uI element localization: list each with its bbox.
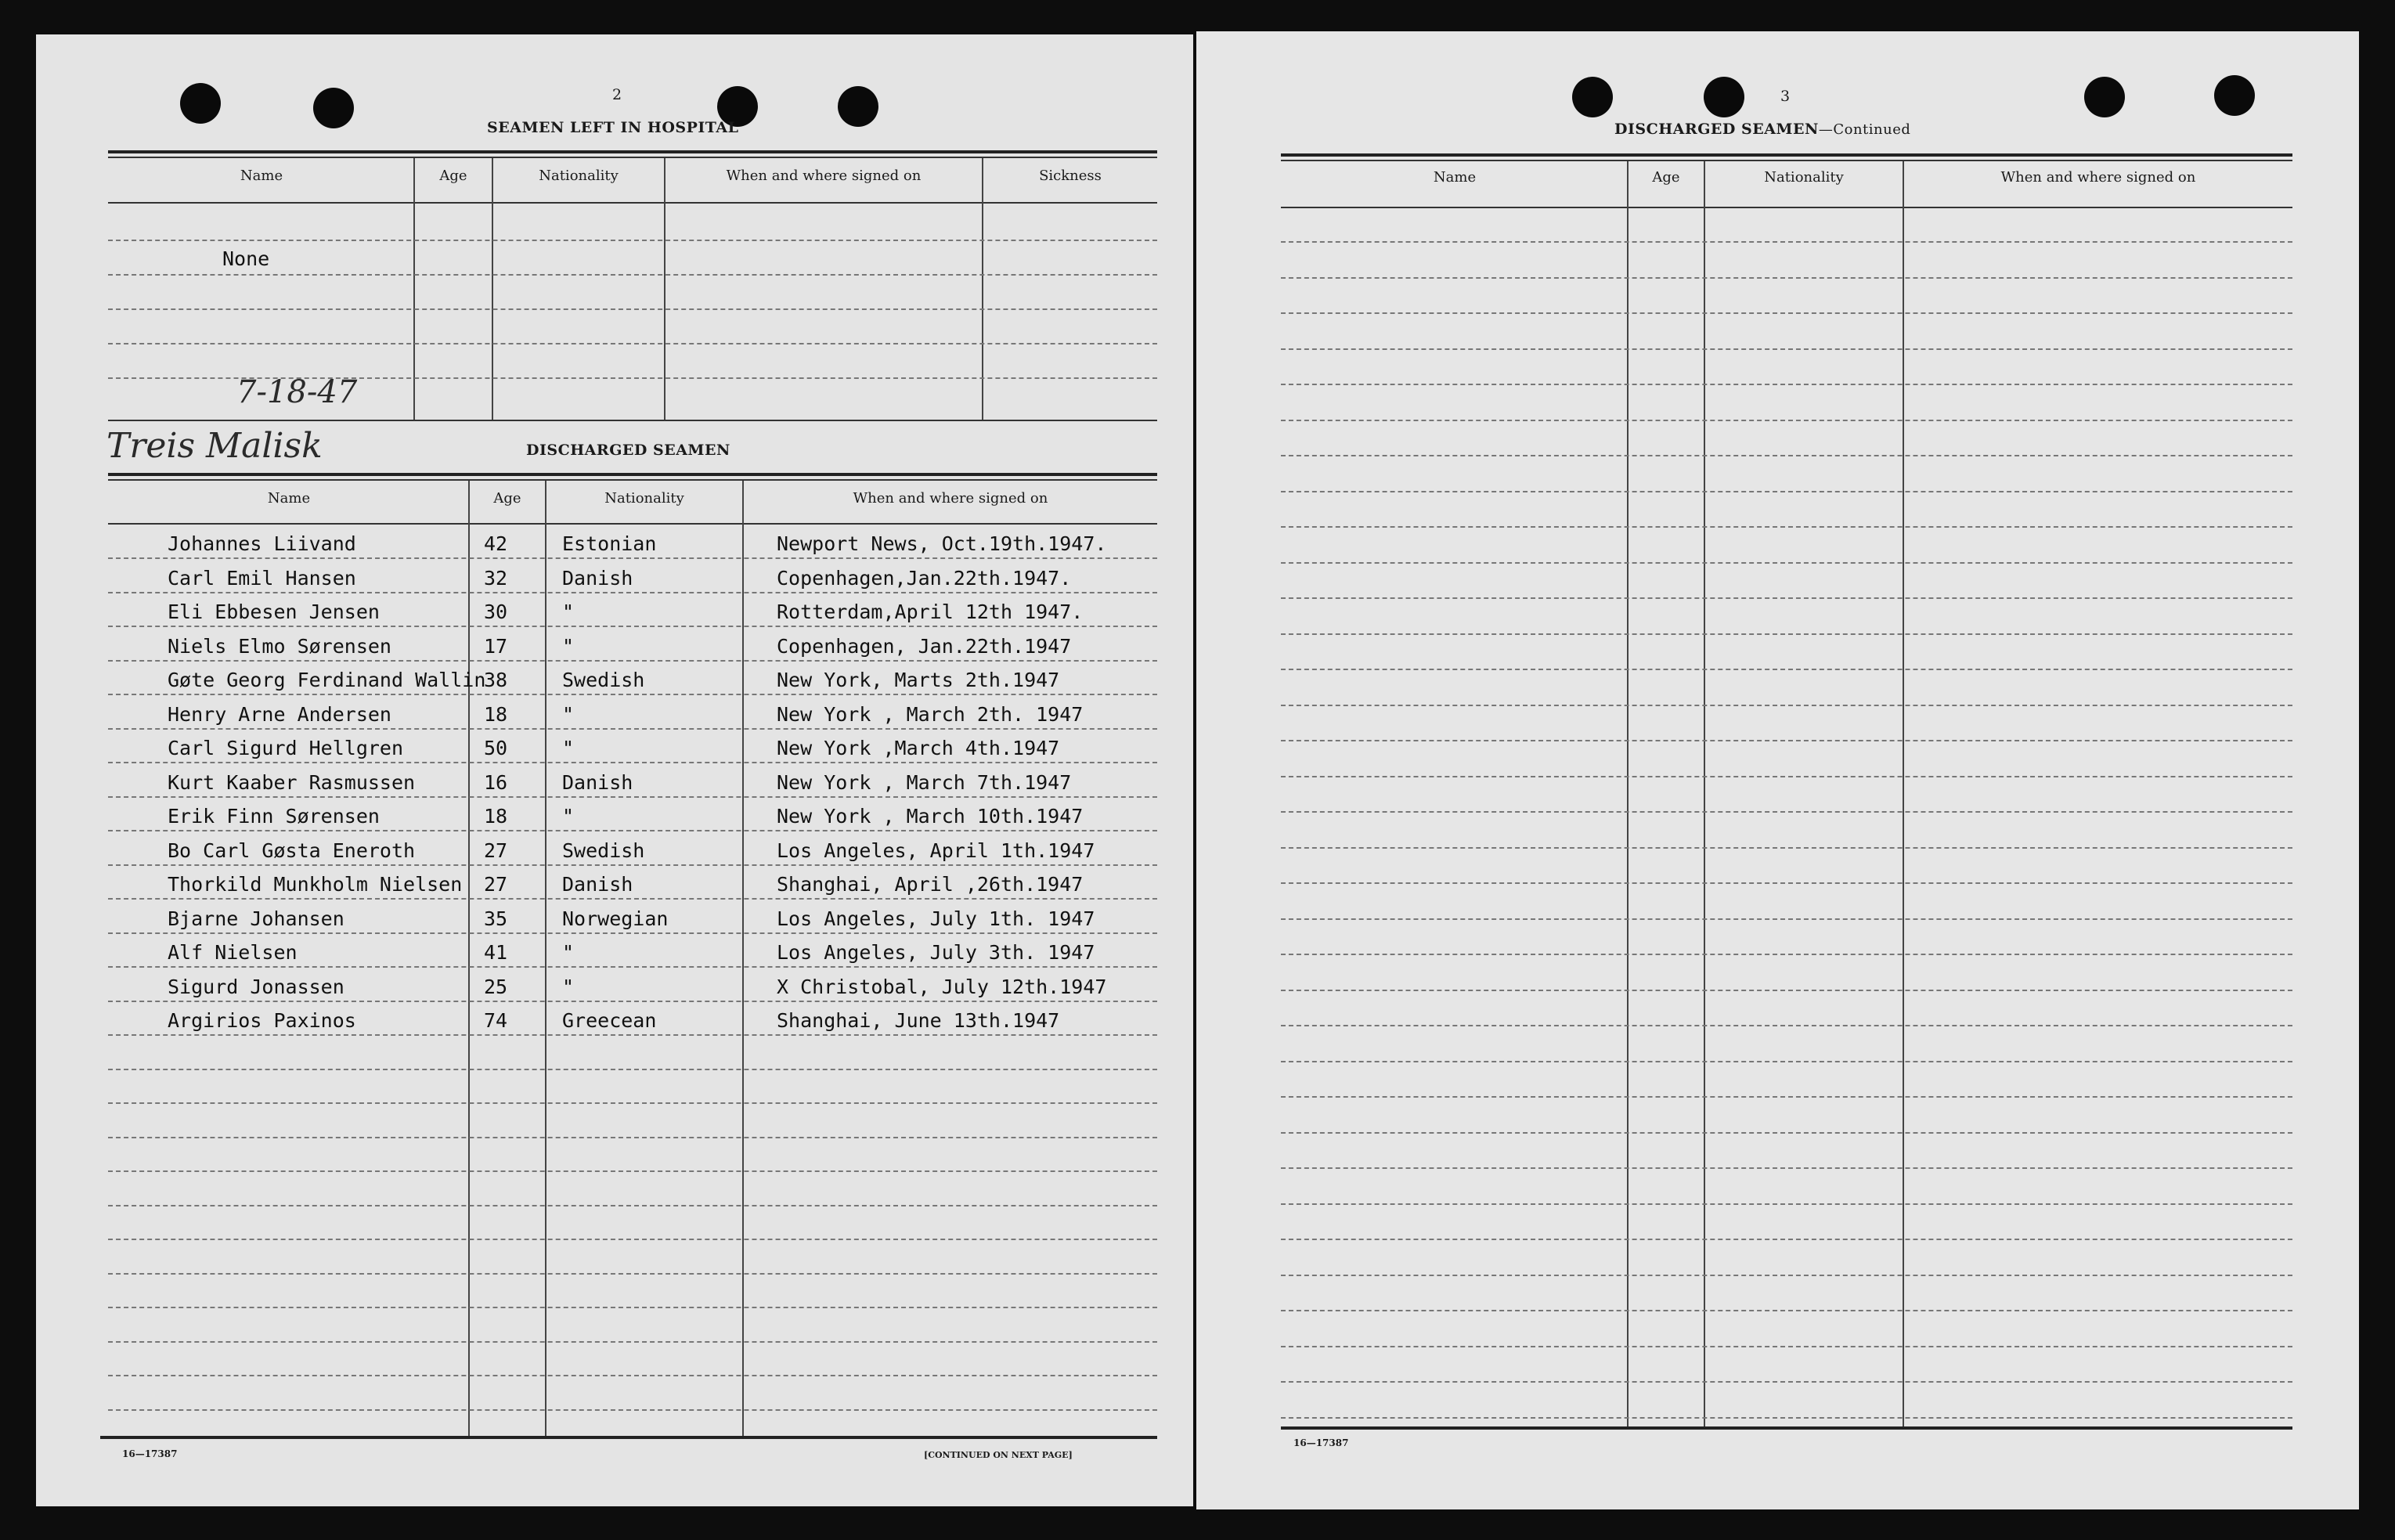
row-rule	[108, 694, 1157, 695]
hospital-title: SEAMEN LEFT IN HOSPITAL	[487, 119, 739, 136]
row-rule	[108, 1137, 1157, 1138]
seaman-signed-on: Los Angeles, July 3th. 1947	[777, 941, 1095, 964]
punch-hole	[2084, 77, 2125, 117]
row-rule	[1281, 1346, 2292, 1347]
row-rule	[108, 1307, 1157, 1308]
row-rule	[1281, 1096, 2292, 1098]
row-rule	[1281, 1167, 2292, 1169]
row-rule	[1281, 1275, 2292, 1276]
row-rule	[1281, 669, 2292, 670]
seaman-name: Carl Emil Hansen	[168, 566, 356, 590]
col-header-signed-on: When and where signed on	[2000, 169, 2196, 186]
row-rule	[1281, 526, 2292, 528]
col-header-name: Name	[1433, 169, 1477, 186]
seaman-name: Bjarne Johansen	[168, 907, 344, 930]
seaman-signed-on: New York , March 10th.1947	[777, 805, 1084, 828]
seaman-nationality: Danish	[562, 566, 633, 590]
seaman-nationality: Swedish	[562, 839, 645, 862]
row-rule	[1281, 918, 2292, 920]
seaman-name: Carl Sigurd Hellgren	[168, 737, 404, 759]
seaman-age: 27	[484, 839, 508, 862]
seaman-name: Bo Carl Gøsta Eneroth	[168, 839, 416, 862]
row-rule	[108, 1239, 1157, 1240]
row-rule	[108, 830, 1157, 831]
row-rule	[108, 1069, 1157, 1070]
row-rule	[1281, 1417, 2292, 1419]
seaman-name: Erik Finn Sørensen	[168, 805, 380, 828]
row-rule	[108, 557, 1157, 559]
row-rule	[1281, 1381, 2292, 1383]
title-main: DISCHARGED SEAMEN	[1614, 121, 1819, 138]
seaman-name: Henry Arne Andersen	[168, 702, 391, 726]
page-number: 3	[1780, 88, 1791, 105]
seaman-name: Kurt Kaaber Rasmussen	[168, 770, 416, 794]
hospital-entry: None	[222, 247, 270, 270]
row-rule	[1281, 241, 2292, 243]
punch-hole	[838, 86, 878, 127]
seaman-signed-on: X Christobal, July 12th.1947	[777, 975, 1107, 998]
punch-hole	[1572, 77, 1613, 117]
row-rule	[108, 1341, 1157, 1343]
row-rule	[1281, 1203, 2292, 1205]
row-rule	[1281, 491, 2292, 492]
seaman-signed-on: Los Angeles, April 1th.1947	[777, 839, 1095, 862]
seaman-nationality: "	[562, 600, 575, 623]
row-rule	[1281, 1132, 2292, 1134]
punch-hole	[2214, 75, 2255, 116]
seaman-nationality: Greecean	[562, 1009, 657, 1032]
row-rule	[1281, 1239, 2292, 1240]
row-rule	[1281, 562, 2292, 564]
seaman-age: 42	[484, 532, 508, 555]
row-rule	[108, 966, 1157, 968]
row-rule	[108, 626, 1157, 627]
row-rule	[108, 864, 1157, 866]
row-rule	[1281, 1025, 2292, 1026]
col-header-age: Age	[493, 490, 521, 507]
row-rule	[108, 1170, 1157, 1172]
seaman-nationality: "	[562, 805, 575, 828]
punch-hole	[313, 88, 354, 128]
row-rule	[108, 796, 1157, 798]
row-rule	[108, 898, 1157, 900]
seaman-nationality: Norwegian	[562, 907, 669, 930]
seaman-signed-on: New York , March 2th. 1947	[777, 702, 1084, 726]
row-rule	[1281, 954, 2292, 955]
seaman-age: 74	[484, 1009, 508, 1032]
row-rule	[108, 1205, 1157, 1206]
seaman-nationality: "	[562, 737, 575, 759]
seaman-signed-on: Newport News, Oct.19th.1947.	[777, 532, 1107, 555]
row-rule	[1281, 312, 2292, 314]
seaman-nationality: "	[562, 941, 575, 964]
seaman-age: 38	[484, 669, 508, 691]
seaman-signed-on: Copenhagen, Jan.22th.1947	[777, 634, 1072, 658]
seaman-signed-on: Shanghai, April ,26th.1947	[777, 873, 1084, 896]
seaman-age: 18	[484, 805, 508, 828]
seaman-age: 41	[484, 941, 508, 964]
seaman-name: Argirios Paxinos	[168, 1009, 356, 1032]
row-rule	[1281, 705, 2292, 706]
right-page	[1196, 31, 2359, 1509]
left-page	[36, 34, 1193, 1506]
row-rule	[1281, 1310, 2292, 1311]
row-rule	[1281, 882, 2292, 884]
seaman-age: 18	[484, 702, 508, 726]
row-rule	[1281, 1061, 2292, 1062]
punch-hole	[1704, 77, 1744, 117]
seaman-age: 16	[484, 770, 508, 794]
seaman-nationality: "	[562, 634, 575, 658]
col-header-sickness: Sickness	[1039, 168, 1102, 184]
seaman-signed-on: New York ,March 4th.1947	[777, 737, 1060, 759]
seaman-age: 30	[484, 600, 508, 623]
page-number: 2	[612, 86, 622, 103]
col-header-name: Name	[267, 490, 311, 507]
row-rule	[108, 1273, 1157, 1275]
row-rule	[108, 728, 1157, 730]
col-header-nationality: Nationality	[1764, 169, 1844, 186]
row-rule	[108, 660, 1157, 662]
seaman-nationality: Danish	[562, 770, 633, 794]
col-header-nationality: Nationality	[604, 490, 684, 507]
title-suffix: —Continued	[1818, 121, 1911, 138]
seaman-nationality: Danish	[562, 873, 633, 896]
seaman-signed-on: New York, Marts 2th.1947	[777, 669, 1060, 691]
seaman-nationality: Estonian	[562, 532, 657, 555]
continued-note: [CONTINUED ON NEXT PAGE]	[924, 1450, 1073, 1460]
row-rule	[1281, 455, 2292, 456]
seaman-name: Gøte Georg Ferdinand Wallin	[168, 669, 486, 691]
seaman-signed-on: Copenhagen,Jan.22th.1947.	[777, 566, 1072, 590]
seaman-nationality: Swedish	[562, 669, 645, 691]
row-rule	[108, 1375, 1157, 1376]
form-number: 16—17387	[122, 1448, 178, 1459]
seaman-name: Alf Nielsen	[168, 941, 298, 964]
seaman-age: 35	[484, 907, 508, 930]
col-header-name: Name	[240, 168, 283, 184]
row-rule	[108, 1409, 1157, 1411]
seaman-name: Niels Elmo Sørensen	[168, 634, 391, 658]
col-header-signed-on: When and where signed on	[853, 490, 1048, 507]
col-header-age: Age	[439, 168, 467, 184]
seaman-name: Thorkild Munkholm Nielsen	[168, 873, 463, 896]
row-rule	[1281, 847, 2292, 849]
row-rule	[108, 1034, 1157, 1036]
row-rule	[1281, 420, 2292, 421]
seaman-signed-on: Rotterdam,April 12th 1947.	[777, 600, 1084, 623]
seaman-age: 50	[484, 737, 508, 759]
seaman-name: Eli Ebbesen Jensen	[168, 600, 380, 623]
discharged-continued-title	[1614, 121, 1910, 138]
row-rule	[1281, 990, 2292, 991]
seaman-name: Sigurd Jonassen	[168, 975, 344, 998]
seaman-signed-on: Shanghai, June 13th.1947	[777, 1009, 1060, 1032]
row-rule	[1281, 277, 2292, 279]
discharged-title: DISCHARGED SEAMEN	[526, 442, 730, 459]
row-rule	[1281, 740, 2292, 741]
col-header-nationality: Nationality	[539, 168, 619, 184]
punch-hole	[180, 83, 221, 124]
signature: Treis Malisk	[106, 426, 323, 466]
seaman-name: Johannes Liivand	[168, 532, 356, 555]
row-rule	[108, 592, 1157, 593]
row-rule	[1281, 384, 2292, 385]
row-rule	[108, 1102, 1157, 1104]
row-rule	[108, 932, 1157, 934]
seaman-age: 17	[484, 634, 508, 658]
seaman-age: 25	[484, 975, 508, 998]
seaman-age: 32	[484, 566, 508, 590]
handwritten-date: 7-18-47	[236, 374, 358, 410]
row-rule	[1281, 811, 2292, 813]
row-rule	[108, 1001, 1157, 1002]
col-header-age: Age	[1652, 169, 1680, 186]
row-rule	[108, 762, 1157, 763]
row-rule	[1281, 633, 2292, 635]
seaman-age: 27	[484, 873, 508, 896]
col-header-signed-on: When and where signed on	[726, 168, 922, 184]
row-rule	[1281, 348, 2292, 350]
seaman-signed-on: Los Angeles, July 1th. 1947	[777, 907, 1095, 930]
form-number: 16—17387	[1293, 1437, 1349, 1448]
row-rule	[1281, 776, 2292, 777]
seaman-signed-on: New York , March 7th.1947	[777, 770, 1072, 794]
seaman-nationality: "	[562, 975, 575, 998]
row-rule	[1281, 597, 2292, 599]
seaman-nationality: "	[562, 702, 575, 726]
